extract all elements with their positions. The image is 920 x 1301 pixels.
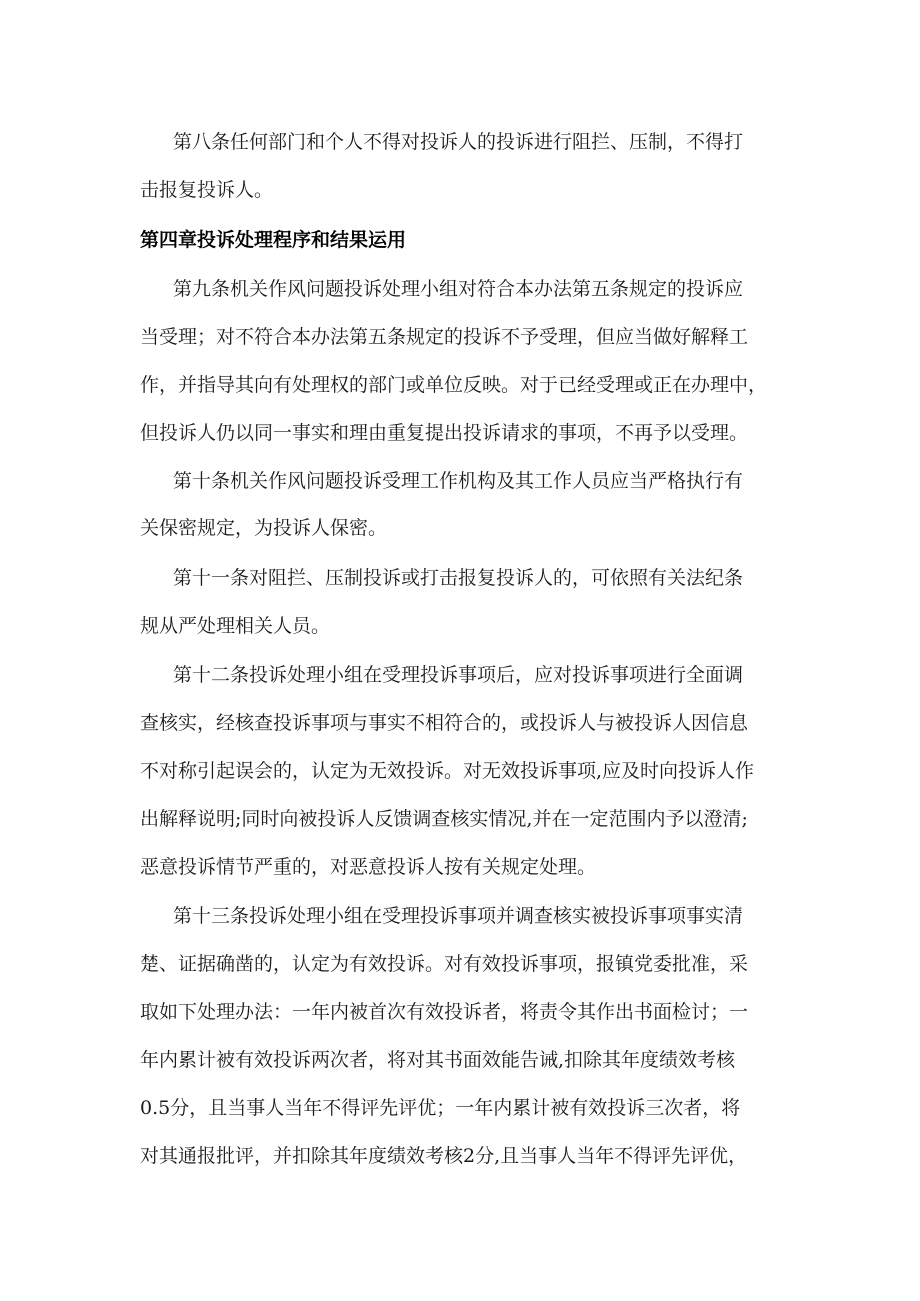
- article-13-line-2: 楚、证据确凿的，认定为有效投诉。对有效投诉事项，报镇党委批准，采: [140, 953, 749, 975]
- article-8-line-2: 击报复投诉人。: [140, 179, 274, 201]
- article-13-line-6: 对其通报批评，并扣除其年度绩效考核2分,且当事人当年不得评先评优，: [140, 1145, 748, 1167]
- article-9-line-4: 但投诉人仍以同一事实和理由重复提出投诉请求的事项，不再予以受理。: [140, 422, 749, 444]
- article-12-line-4: 出解释说明;同时向被投诉人反馈调查核实情况,并在一定范围内予以澄清;: [140, 808, 748, 830]
- article-11-line-2: 规从严处理相关人员。: [140, 615, 331, 637]
- article-13-line-3: 取如下处理办法：一年内被首次有效投诉者，将责令其作出书面检讨；一: [140, 1001, 749, 1023]
- article-8-line-1: 第八条任何部门和个人不得对投诉人的投诉进行阻拦、压制，不得打: [173, 131, 744, 153]
- article-12-line-1: 第十二条投诉处理小组在受理投诉事项后，应对投诉事项进行全面调: [173, 664, 744, 686]
- article-9-line-3: 作，并指导其向有处理权的部门或单位反映。对于已经受理或正在办理中，: [140, 374, 768, 396]
- article-10-line-1: 第十条机关作风问题投诉受理工作机构及其工作人员应当严格执行有: [173, 470, 744, 492]
- article-9-line-1: 第九条机关作风问题投诉处理小组对符合本办法第五条规定的投诉应: [173, 278, 744, 300]
- article-13-line-5: 0.5分，且当事人当年不得评先评优；一年内累计被有效投诉三次者，将: [140, 1097, 741, 1119]
- article-12-line-2: 查核实，经核查投诉事项与事实不相符合的，或投诉人与被投诉人因信息: [140, 712, 749, 734]
- article-13-line-4: 年内累计被有效投诉两次者，将对其书面效能告诫,扣除其年度绩效考核: [140, 1049, 736, 1071]
- article-10-line-2: 关保密规定，为投诉人保密。: [140, 517, 388, 539]
- article-11-line-1: 第十一条对阻拦、压制投诉或打击报复投诉人的，可依照有关法纪条: [173, 567, 744, 589]
- article-9-line-2: 当受理；对不符合本办法第五条规定的投诉不予受理，但应当做好解释工: [140, 326, 749, 348]
- article-13-line-1: 第十三条投诉处理小组在受理投诉事项并调查核实被投诉事项事实清: [173, 905, 744, 927]
- chapter-4-heading: 第四章投诉处理程序和结果运用: [140, 229, 407, 251]
- article-12-line-5: 恶意投诉情节严重的，对恶意投诉人按有关规定处理。: [140, 856, 597, 878]
- article-12-line-3: 不对称引起误会的，认定为无效投诉。对无效投诉事项,应及时向投诉人作: [140, 760, 755, 782]
